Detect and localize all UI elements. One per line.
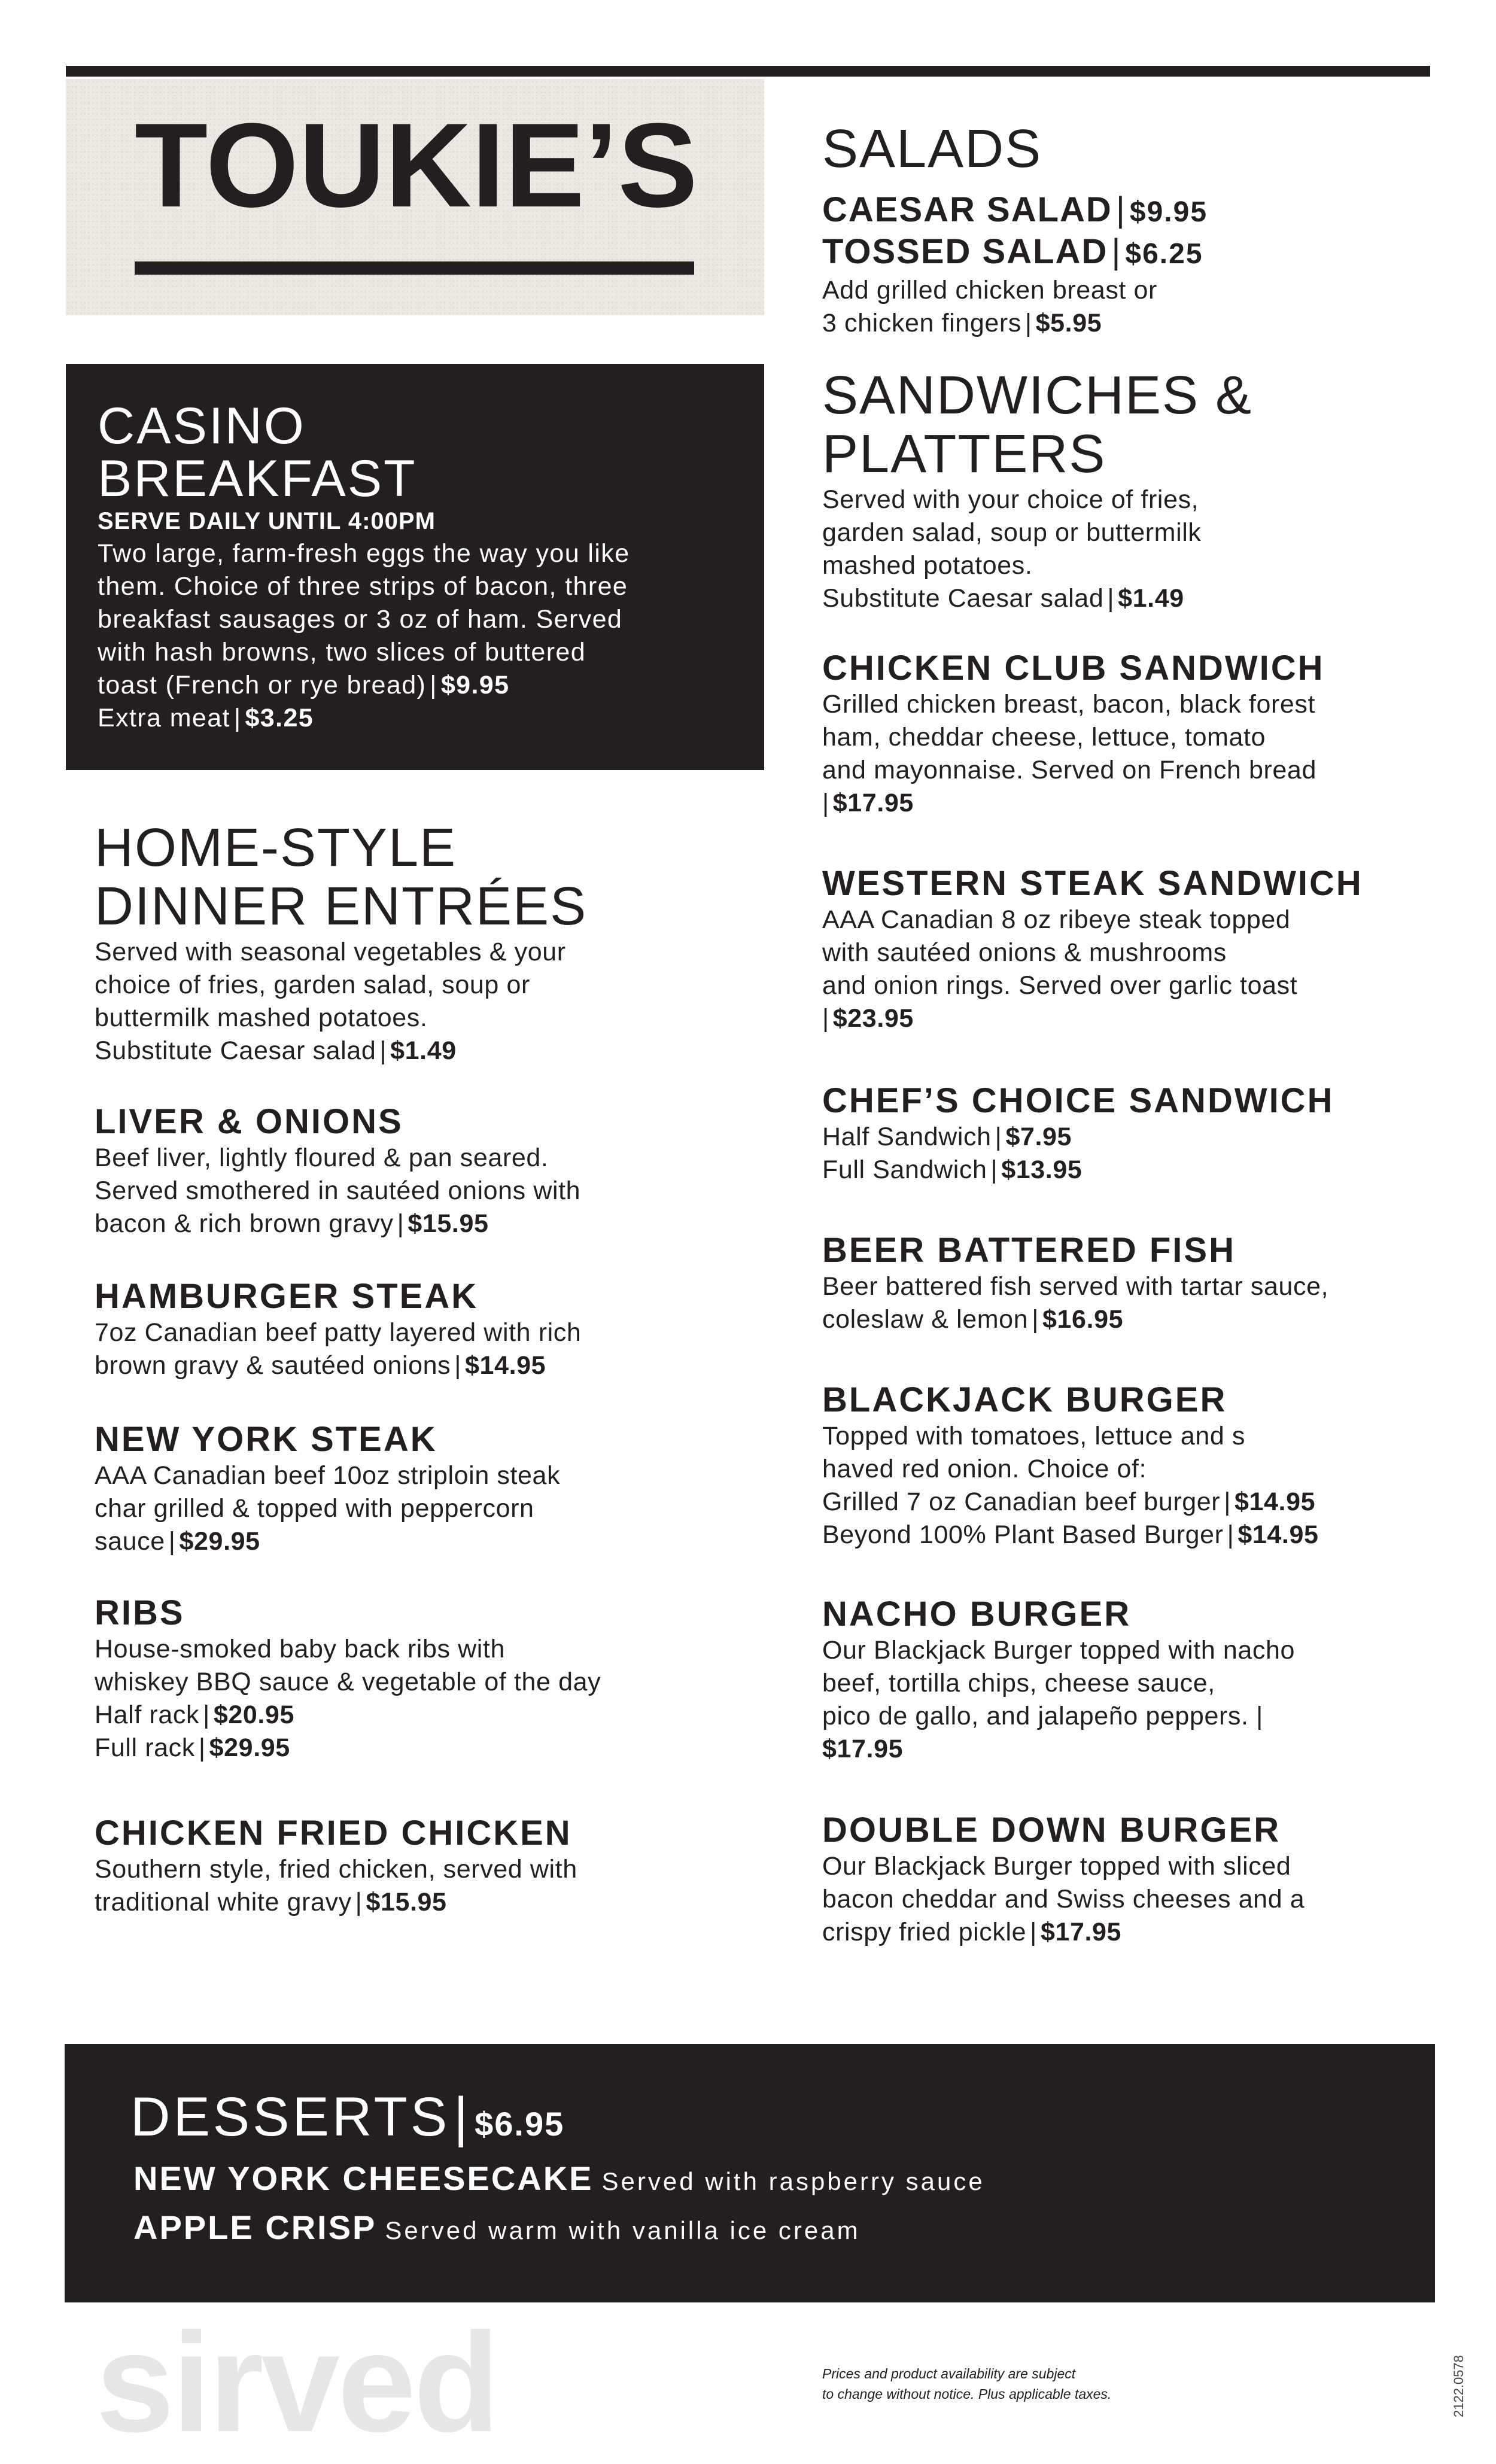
description-line [95,1732,693,1765]
salad-item [822,190,1421,232]
menu-item [822,1811,1421,1949]
menu-item [822,1380,1421,1552]
description-line [822,549,1421,582]
description-line [822,1420,1421,1453]
section-heading: SALADS [822,119,1042,179]
disclaimer-line: to change without notice. Plus applicable taxes. [822,2386,1112,2402]
heading-line: SANDWICHES & [822,366,1253,425]
heading-line: PLATTERS [822,424,1106,484]
description-line [95,1699,693,1732]
item-title: CHEF’S CHOICE SANDWICH [822,1081,1334,1120]
description-line [822,1121,1421,1154]
description-line [822,1154,1421,1187]
item-price: $15.95 [408,1209,489,1238]
description-line [822,1270,1421,1303]
item-price: $1.49 [1118,584,1184,613]
heading-line: HOME-STYLE [95,818,457,878]
salad-item [822,232,1421,274]
description-line [98,636,734,669]
description-line [822,1519,1421,1552]
line-text: whiskey BBQ sauce & vegetable of the day [95,1668,601,1696]
description-line [822,936,1421,969]
separator: | [1024,309,1032,337]
description-line [822,1303,1421,1336]
dessert-item [133,2208,860,2247]
item-price: $14.95 [1234,1487,1316,1516]
line-text: with hash browns, two slices of buttered [98,638,586,667]
description-line [822,1453,1421,1486]
separator: | [822,789,829,817]
separator: | [995,1123,1002,1151]
line-text: Grilled 7 oz Canadian beef burger [822,1487,1221,1516]
separator: | [454,2086,472,2147]
description-line [822,516,1421,549]
separator: | [454,1351,462,1380]
item-price: $13.95 [1001,1155,1083,1184]
separator: | [203,1701,210,1729]
price-disclaimer [822,2363,1111,2404]
item-price: $17.95 [832,789,914,817]
description-line [95,1853,693,1886]
salad-list [822,190,1421,274]
line-text: Two large, farm-fresh eggs the way you like [98,539,630,568]
description-line [95,1886,693,1919]
description-line [822,274,1421,307]
home-style-section [95,819,693,1067]
description-line [95,1459,693,1492]
line-text: 7oz Canadian beef patty layered with rich [95,1318,582,1347]
description-line [822,1700,1421,1733]
logo-panel [66,79,764,315]
separator: | [379,1036,387,1065]
line-text: mashed potatoes. [822,551,1033,580]
breakfast-title [98,397,734,507]
description-line [822,969,1421,1002]
item-title: BLACKJACK BURGER [822,1380,1227,1419]
menu-item [95,1277,693,1382]
dessert-name: NEW YORK CHEESECAKE [133,2159,594,2197]
description-line [95,1316,693,1349]
line-text: brown gravy & sautéed onions [95,1351,451,1380]
line-text: AAA Canadian beef 10oz striploin steak [95,1461,561,1490]
separator: | [990,1155,998,1184]
description-line [98,669,734,702]
logo-underline [135,261,694,275]
line-text: beef, tortilla chips, cheese sauce, [822,1669,1215,1698]
line-text: Served smothered in sautéed onions with [95,1176,581,1205]
casino-breakfast-box [66,364,764,770]
separator: | [397,1209,405,1238]
top-rule [66,66,1430,77]
item-price: $29.95 [209,1733,290,1762]
line-text: and mayonnaise. Served on French bread [822,756,1316,784]
line-text: AAA Canadian 8 oz ribeye steak topped [822,905,1291,934]
dessert-description: Served warm with vanilla ice cream [385,2216,860,2244]
line-text: Beyond 100% Plant Based Burger [822,1520,1224,1549]
description-line [95,1207,693,1240]
line-text: breakfast sausages or 3 oz of ham. Served [98,605,623,634]
item-title: NEW YORK STEAK [95,1420,437,1459]
menu-item [822,649,1421,820]
menu-item [822,1231,1421,1336]
line-text: coleslaw & lemon [822,1305,1029,1334]
desserts-box [65,2044,1435,2302]
description-line [98,537,734,570]
description-line [95,1175,693,1207]
item-price: $17.95 [1040,1918,1122,1946]
line-text: Our Blackjack Burger topped with sliced [822,1852,1291,1881]
description-line [822,1002,1421,1035]
line-text: char grilled & topped with peppercorn [95,1494,534,1523]
line-text: Southern style, fried chicken, served with [95,1855,577,1884]
dessert-description: Served with raspberry sauce [601,2167,985,2195]
separator: | [430,671,437,699]
menu-item [822,1595,1421,1766]
line-text: Add grilled chicken breast or [822,276,1157,305]
separator: | [198,1733,206,1762]
line-text: Full Sandwich [822,1155,987,1184]
item-price: $7.95 [1005,1123,1072,1151]
item-price: $1.49 [390,1036,457,1065]
line-text: haved red onion. Choice of: [822,1455,1147,1483]
salad-name: TOSSED SALAD [822,232,1108,271]
item-price: $14.95 [1237,1520,1319,1549]
dessert-name: APPLE CRISP [133,2209,377,2246]
separator: | [1115,190,1126,229]
description-line [822,1733,1421,1766]
line-text: $17.95 [822,1735,904,1763]
watermark: sirved [96,2304,498,2462]
item-price: $20.95 [213,1701,294,1729]
line-text: and onion rings. Served over garlic toast [822,971,1298,1000]
description-line [95,1492,693,1525]
breakfast-title-line: CASINO [98,397,306,455]
line-text: toast (French or rye bread) [98,671,427,699]
item-price: $9.95 [440,671,510,699]
description-line [822,754,1421,787]
salads-section [822,120,1421,340]
salad-price: $9.95 [1129,196,1208,228]
line-text: crispy fried pickle [822,1918,1027,1946]
description-line [822,1883,1421,1916]
description-line [95,1666,693,1699]
line-text: House-smoked baby back ribs with [95,1635,505,1663]
line-text: sauce [95,1527,165,1556]
item-title: WESTERN STEAK SANDWICH [822,864,1363,903]
description-line [95,936,693,969]
description-line [95,1035,693,1067]
separator: | [1032,1305,1039,1334]
sandwiches-section [822,366,1421,615]
line-text: bacon cheddar and Swiss cheeses and a [822,1885,1305,1914]
item-title: CHICKEN CLUB SANDWICH [822,649,1325,688]
desserts-heading [130,2086,564,2149]
menu-item [822,1081,1421,1187]
line-text: Half Sandwich [822,1123,992,1151]
breakfast-description [98,537,734,735]
menu-item [95,1593,693,1765]
description-line [822,1634,1421,1667]
menu-item [95,1102,693,1240]
restaurant-logo: TOUKIE’S [135,99,698,232]
description-line [98,570,734,603]
separator: | [1227,1520,1234,1549]
description-line [822,787,1421,820]
line-text: Half rack [95,1701,200,1729]
description-line [95,1525,693,1558]
description-line [95,1142,693,1175]
description-line [98,603,734,636]
section-heading [95,819,693,936]
item-title: CHICKEN FRIED CHICKEN [95,1814,572,1852]
description-line [95,1002,693,1035]
separator: | [355,1888,363,1917]
separator: | [1224,1487,1231,1516]
item-title: LIVER & ONIONS [95,1102,403,1141]
disclaimer-line: Prices and product availability are subject [822,2366,1076,2381]
separator: | [168,1527,176,1556]
desserts-title: DESSERTS [130,2086,451,2147]
item-price: $5.95 [1035,309,1102,337]
line-text: buttermilk mashed potatoes. [95,1003,428,1032]
line-text: pico de gallo, and jalapeño peppers. | [822,1702,1263,1730]
description-line [822,904,1421,936]
line-text: ham, cheddar cheese, lettuce, tomato [822,723,1266,752]
description-line [822,582,1421,615]
salad-price: $6.25 [1125,238,1203,270]
item-price: $23.95 [832,1004,914,1033]
line-text: Served with your choice of fries, [822,485,1199,514]
line-text: with sautéed onions & mushrooms [822,938,1227,967]
description-line [822,483,1421,516]
item-price: $14.95 [465,1351,546,1380]
menu-item [822,864,1421,1035]
line-text: Grilled chicken breast, bacon, black forest [822,690,1316,719]
separator: | [1107,584,1115,613]
line-text: them. Choice of three strips of bacon, three [98,572,628,601]
line-text: traditional white gravy [95,1888,352,1917]
line-text: Substitute Caesar salad [822,584,1104,613]
line-text: Beer battered fish served with tartar sauce, [822,1272,1329,1301]
item-price: $16.95 [1042,1305,1124,1334]
item-price: $29.95 [179,1527,260,1556]
section-heading [822,366,1421,483]
description-line [822,1850,1421,1883]
description-line [95,1633,693,1666]
heading-line: DINNER ENTRÉES [95,877,588,936]
description-line [822,1667,1421,1700]
description-line [98,702,734,735]
item-price: $3.25 [245,704,314,732]
line-text: Our Blackjack Burger topped with nacho [822,1636,1296,1665]
line-text: Extra meat [98,704,230,732]
menu-item [95,1420,693,1558]
desserts-price: $6.95 [475,2105,565,2143]
description-line [822,307,1421,340]
separator: | [1111,232,1122,271]
item-title: HAMBURGER STEAK [95,1277,479,1316]
dessert-item [133,2159,985,2198]
separator: | [233,704,242,732]
item-title: NACHO BURGER [822,1595,1132,1633]
line-text: 3 chicken fingers [822,309,1021,337]
line-text: garden salad, soup or buttermilk [822,518,1202,547]
salad-name: CAESAR SALAD [822,190,1112,229]
description-line [822,688,1421,721]
line-text: Substitute Caesar salad [95,1036,376,1065]
line-text: Beef liver, lightly floured & pan seared. [95,1143,549,1172]
item-title: DOUBLE DOWN BURGER [822,1811,1281,1849]
menu-item [95,1814,693,1919]
description-line [95,1349,693,1382]
item-title: BEER BATTERED FISH [822,1231,1236,1270]
description-line [822,721,1421,754]
breakfast-title-line: BREAKFAST [98,450,417,507]
breakfast-hours: SERVE DAILY UNTIL 4:00PM [98,508,436,534]
description-line [822,1916,1421,1949]
separator: | [1030,1918,1037,1946]
line-text: Full rack [95,1733,195,1762]
line-text: choice of fries, garden salad, soup or [95,971,530,999]
description-line [95,969,693,1002]
description-line [822,1486,1421,1519]
item-title: RIBS [95,1593,185,1632]
line-text: bacon & rich brown gravy [95,1209,394,1238]
menu-code: 2122.0578 [1451,2355,1466,2417]
line-text: Served with seasonal vegetables & your [95,938,566,966]
item-price: $15.95 [366,1888,447,1917]
separator: | [822,1004,829,1033]
line-text: Topped with tomatoes, lettuce and s [822,1422,1246,1450]
